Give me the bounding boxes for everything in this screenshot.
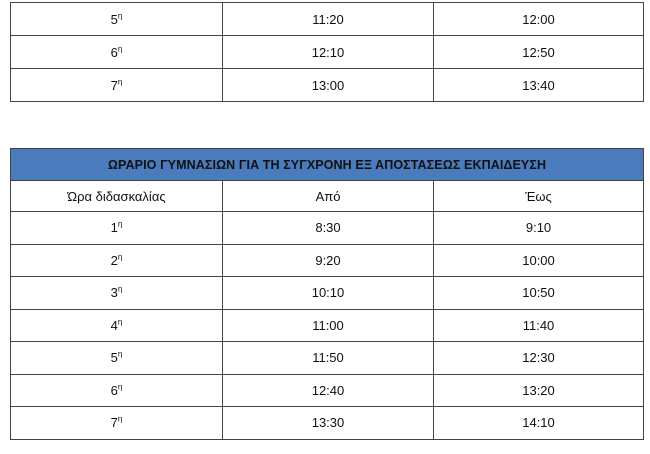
end-time-cell: 13:20 <box>434 374 644 407</box>
period-cell: $7^\eta$ <box>11 69 223 102</box>
distance-learning-schedule-table <box>10 148 644 440</box>
start-time-cell: 11:50 <box>223 342 434 375</box>
end-time-cell: 9:10 <box>434 212 644 245</box>
start-time-cell: 11:20 <box>223 3 434 36</box>
end-time-cell: 13:40 <box>434 69 644 102</box>
ordinal-suffix: η <box>117 252 123 262</box>
table-row <box>11 342 644 375</box>
period-cell: $5^\eta$ <box>11 3 223 36</box>
start-time-cell: 11:00 <box>223 309 434 342</box>
period-cell: $3^\eta$ <box>11 277 223 310</box>
table-row <box>11 407 644 440</box>
end-time-cell: 12:30 <box>434 342 644 375</box>
period-cell: $6^\eta$ <box>11 36 223 69</box>
table-row <box>11 36 644 69</box>
ordinal-suffix: η <box>117 44 123 54</box>
ordinal-suffix: η <box>117 349 123 359</box>
start-time-cell: 13:00 <box>223 69 434 102</box>
start-time-cell: 13:30 <box>223 407 434 440</box>
start-time-cell: 12:40 <box>223 374 434 407</box>
end-time-cell: 12:00 <box>434 3 644 36</box>
start-time-cell: 10:10 <box>223 277 434 310</box>
table-row <box>11 244 644 277</box>
start-time-cell: 12:10 <box>223 36 434 69</box>
end-time-cell: 10:00 <box>434 244 644 277</box>
period-cell: $7^\eta$ <box>11 407 223 440</box>
table-header-row <box>11 181 644 212</box>
header-from: Από <box>223 181 434 212</box>
header-to: Έως <box>434 181 644 212</box>
table-row <box>11 374 644 407</box>
ordinal-suffix: η <box>117 284 123 294</box>
ordinal-suffix: η <box>117 414 123 424</box>
schedule-table-continued <box>10 2 644 102</box>
period-cell: $6^\eta$ <box>11 374 223 407</box>
end-time-cell: 10:50 <box>434 277 644 310</box>
table-row <box>11 309 644 342</box>
period-cell: $1^\eta$ <box>11 212 223 245</box>
period-cell: $4^\eta$ <box>11 309 223 342</box>
ordinal-suffix: η <box>117 77 123 87</box>
ordinal-suffix: η <box>117 219 123 229</box>
end-time-cell: 12:50 <box>434 36 644 69</box>
table-title-row <box>11 149 644 181</box>
period-cell: $2^\eta$ <box>11 244 223 277</box>
table-title: ΩΡΑΡΙΟ ΓΥΜΝΑΣΙΩΝ ΓΙΑ ΤΗ ΣΥΓΧΡΟΝΗ ΕΞ ΑΠΟΣΤΑΣΕΩΣ ΕΚΠΑΙΔΕΥΣΗ <box>11 149 644 181</box>
start-time-cell: 9:20 <box>223 244 434 277</box>
period-cell: $5^\eta$ <box>11 342 223 375</box>
table-row <box>11 3 644 36</box>
table-row <box>11 69 644 102</box>
ordinal-suffix: η <box>117 382 123 392</box>
table-row <box>11 277 644 310</box>
table-row <box>11 212 644 245</box>
end-time-cell: 14:10 <box>434 407 644 440</box>
ordinal-suffix: η <box>117 11 123 21</box>
start-time-cell: 8:30 <box>223 212 434 245</box>
ordinal-suffix: η <box>117 317 123 327</box>
end-time-cell: 11:40 <box>434 309 644 342</box>
header-teaching-hour: Ώρα διδασκαλίας <box>11 181 223 212</box>
